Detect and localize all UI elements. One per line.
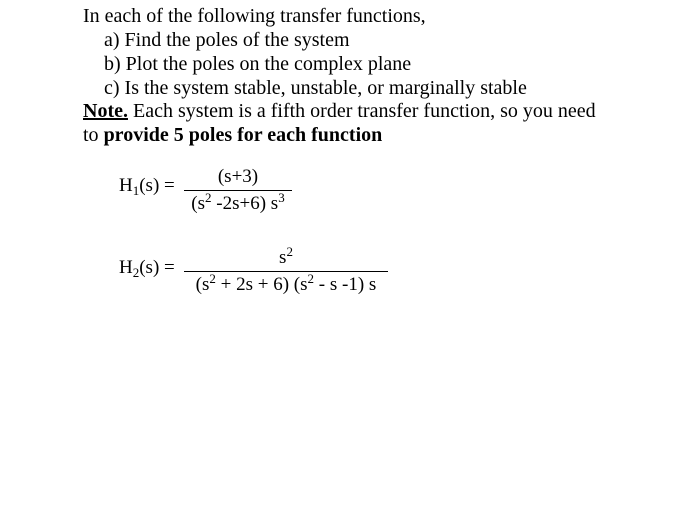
h2-numerator — [279, 244, 293, 269]
part-a-text: a) Find the poles of the system — [104, 29, 350, 51]
h2-lhs-subscript: 2 — [132, 265, 140, 280]
h2-den-part3: - s -1) s — [314, 274, 377, 295]
h2-denominator — [195, 271, 377, 296]
h2-lhs-name: H — [119, 257, 133, 278]
h2-lhs-arg: (s) = — [139, 257, 175, 278]
h2-den-sup2: 2 — [307, 271, 315, 286]
h2-num-sup: 2 — [286, 244, 293, 259]
note-text-1: Each system is a fifth order transfer function, so you need — [127, 100, 596, 122]
h1-numerator: (s+3) — [217, 166, 259, 187]
h2-den-part1: (s — [195, 274, 210, 295]
h1-lhs-arg: (s) = — [139, 175, 175, 196]
h2-fraction — [184, 244, 388, 296]
note-text-2-prefix: to — [83, 124, 104, 146]
h1-den-part2: -2s+6) s — [211, 193, 279, 214]
h1-fraction — [184, 166, 292, 215]
note-text-2-bold: provide 5 poles for each function — [103, 124, 383, 146]
problem-intro: In each of the following transfer functions, — [83, 5, 426, 27]
h1-fraction-bar — [184, 190, 292, 191]
h1-lhs-name: H — [119, 175, 133, 196]
h2-lhs — [119, 257, 175, 279]
h2-num-base: s — [279, 247, 287, 268]
h1-lhs — [119, 175, 175, 197]
h1-den-part1: (s — [191, 193, 206, 214]
part-b-text: b) Plot the poles on the complex plane — [104, 53, 412, 75]
h1-denominator — [191, 190, 285, 215]
part-c-text: c) Is the system stable, unstable, or marginally stable — [104, 77, 527, 99]
h1-den-sup2: 3 — [278, 190, 285, 205]
note-line-1 — [83, 99, 596, 123]
note-line-2 — [83, 123, 382, 147]
h1-den-sup1: 2 — [205, 190, 212, 205]
h2-den-part2: + 2s + 6) (s — [215, 274, 308, 295]
h1-lhs-subscript: 1 — [132, 183, 140, 198]
h2-den-sup1: 2 — [209, 271, 216, 286]
note-label: Note. — [83, 100, 128, 122]
